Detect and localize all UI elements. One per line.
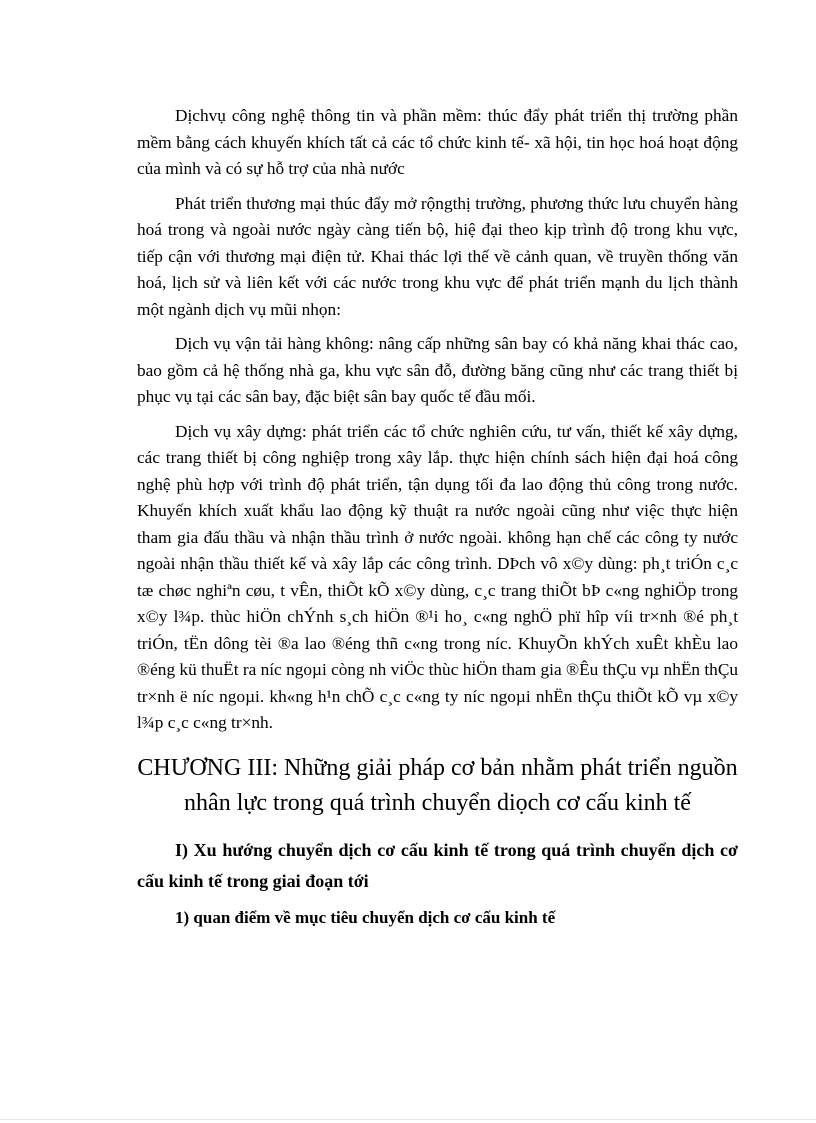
document-page [137, 103, 738, 931]
chapter-title: CHƯƠNG III: Những giải pháp cơ bản nhằm phát triển nguồn nhân lực trong quá trình chuyển diọch cơ cấu kinh tế [137, 754, 738, 816]
paragraph-commerce: Phát triển thương mại thúc đẩy mở rộngthị trường, phương thức lưu chuyển hàng hoá trong và ngoài nước ngày càng tiến bộ, hiệ đại theo kịp trình độ trong khu vực, tiếp cận với thương mại điện tử. Khai thác lợi thế về cảnh quan, về truyền thống văn hoá, lịch sử và liên kết với các nước trong khu vực để phát triển mạnh du lịch thành một ngành dịch vụ mũi nhọn: [137, 193, 738, 319]
paragraph-air-transport: Dịch vụ vận tải hàng không: nâng cấp những sân bay có khả năng khai thác cao, bao gồm cả hệ thống nhà ga, khu vực sân đỗ, đường băng cũng như các trang thiết bị phục vụ tại các sân bay, đặc biệt sân bay quốc tế đầu mối. [137, 334, 738, 406]
paragraph-construction: Dịch vụ xây dựng: phát triển các tổ chức nghiên cứu, tư vấn, thiết kế xây dựng, các trang thiết bị công nghiệp trong xây lắp. thực hiện chính sách hiện đại hoá công nghệ phù hợp với trình độ phát triển, tận dụng tối đa lao động thủ công trong nước. Khuyến khích xuất khẩu lao động kỹ thuật ra nước ngoài cũng như việc thực hiện tham gia đấu thầu và nhận thầu trình ở nước ngoài. không hạn chế các công ty nước ngoài nhận thầu thiết kế và xây lắp các công trình. DÞch vô x©y dùng: ph¸t triÓn c¸c tæ chøc nghiªn cøu, t vÊn, thiÕt kÕ x©y dùng, c¸c trang thiÕt bÞ c«ng nghiÖp trong x©y l¾p. thùc hiÖn chÝnh s¸ch hiÖn ®¹i ho¸ c«ng nghÖ phï hîp víi tr×nh ®é ph¸t triÓn, tËn dông tèi ®a lao ®éng thñ c«ng trong níc. KhuyÕn khÝch xuÊt khÈu lao ®éng kü thuËt ra níc ngoµi còng nh viÖc thùc hiÖn tham gia ®Êu thÇu vµ nhËn thÇu tr×nh ë níc ngoµi. kh«ng h¹n chÕ c¸c c«ng ty níc ngoµi nhËn thÇu thiÕt kÕ vµ x©y l¾p c¸c c«ng tr×nh. [137, 421, 738, 732]
page-bottom-divider [0, 1119, 816, 1120]
subsection-heading: 1) quan điểm về mục tiêu chuyển dịch cơ cấu kinh tế [175, 907, 556, 927]
paragraph-it-services: Dịchvụ công nghệ thông tin và phần mềm: thúc đẩy phát triển thị trường phần mềm bằng cách khuyến khích tất cả các tổ chức kinh tế- xã hội, tin học hoá hoạt động của mình và có sự hỗ trợ của nhà nước [137, 106, 738, 178]
section-heading: I) Xu hướng chuyển dịch cơ cấu kinh tế trong quá trình chuyển dịch cơ cấu kinh tế trong giai đoạn tới [137, 839, 738, 891]
